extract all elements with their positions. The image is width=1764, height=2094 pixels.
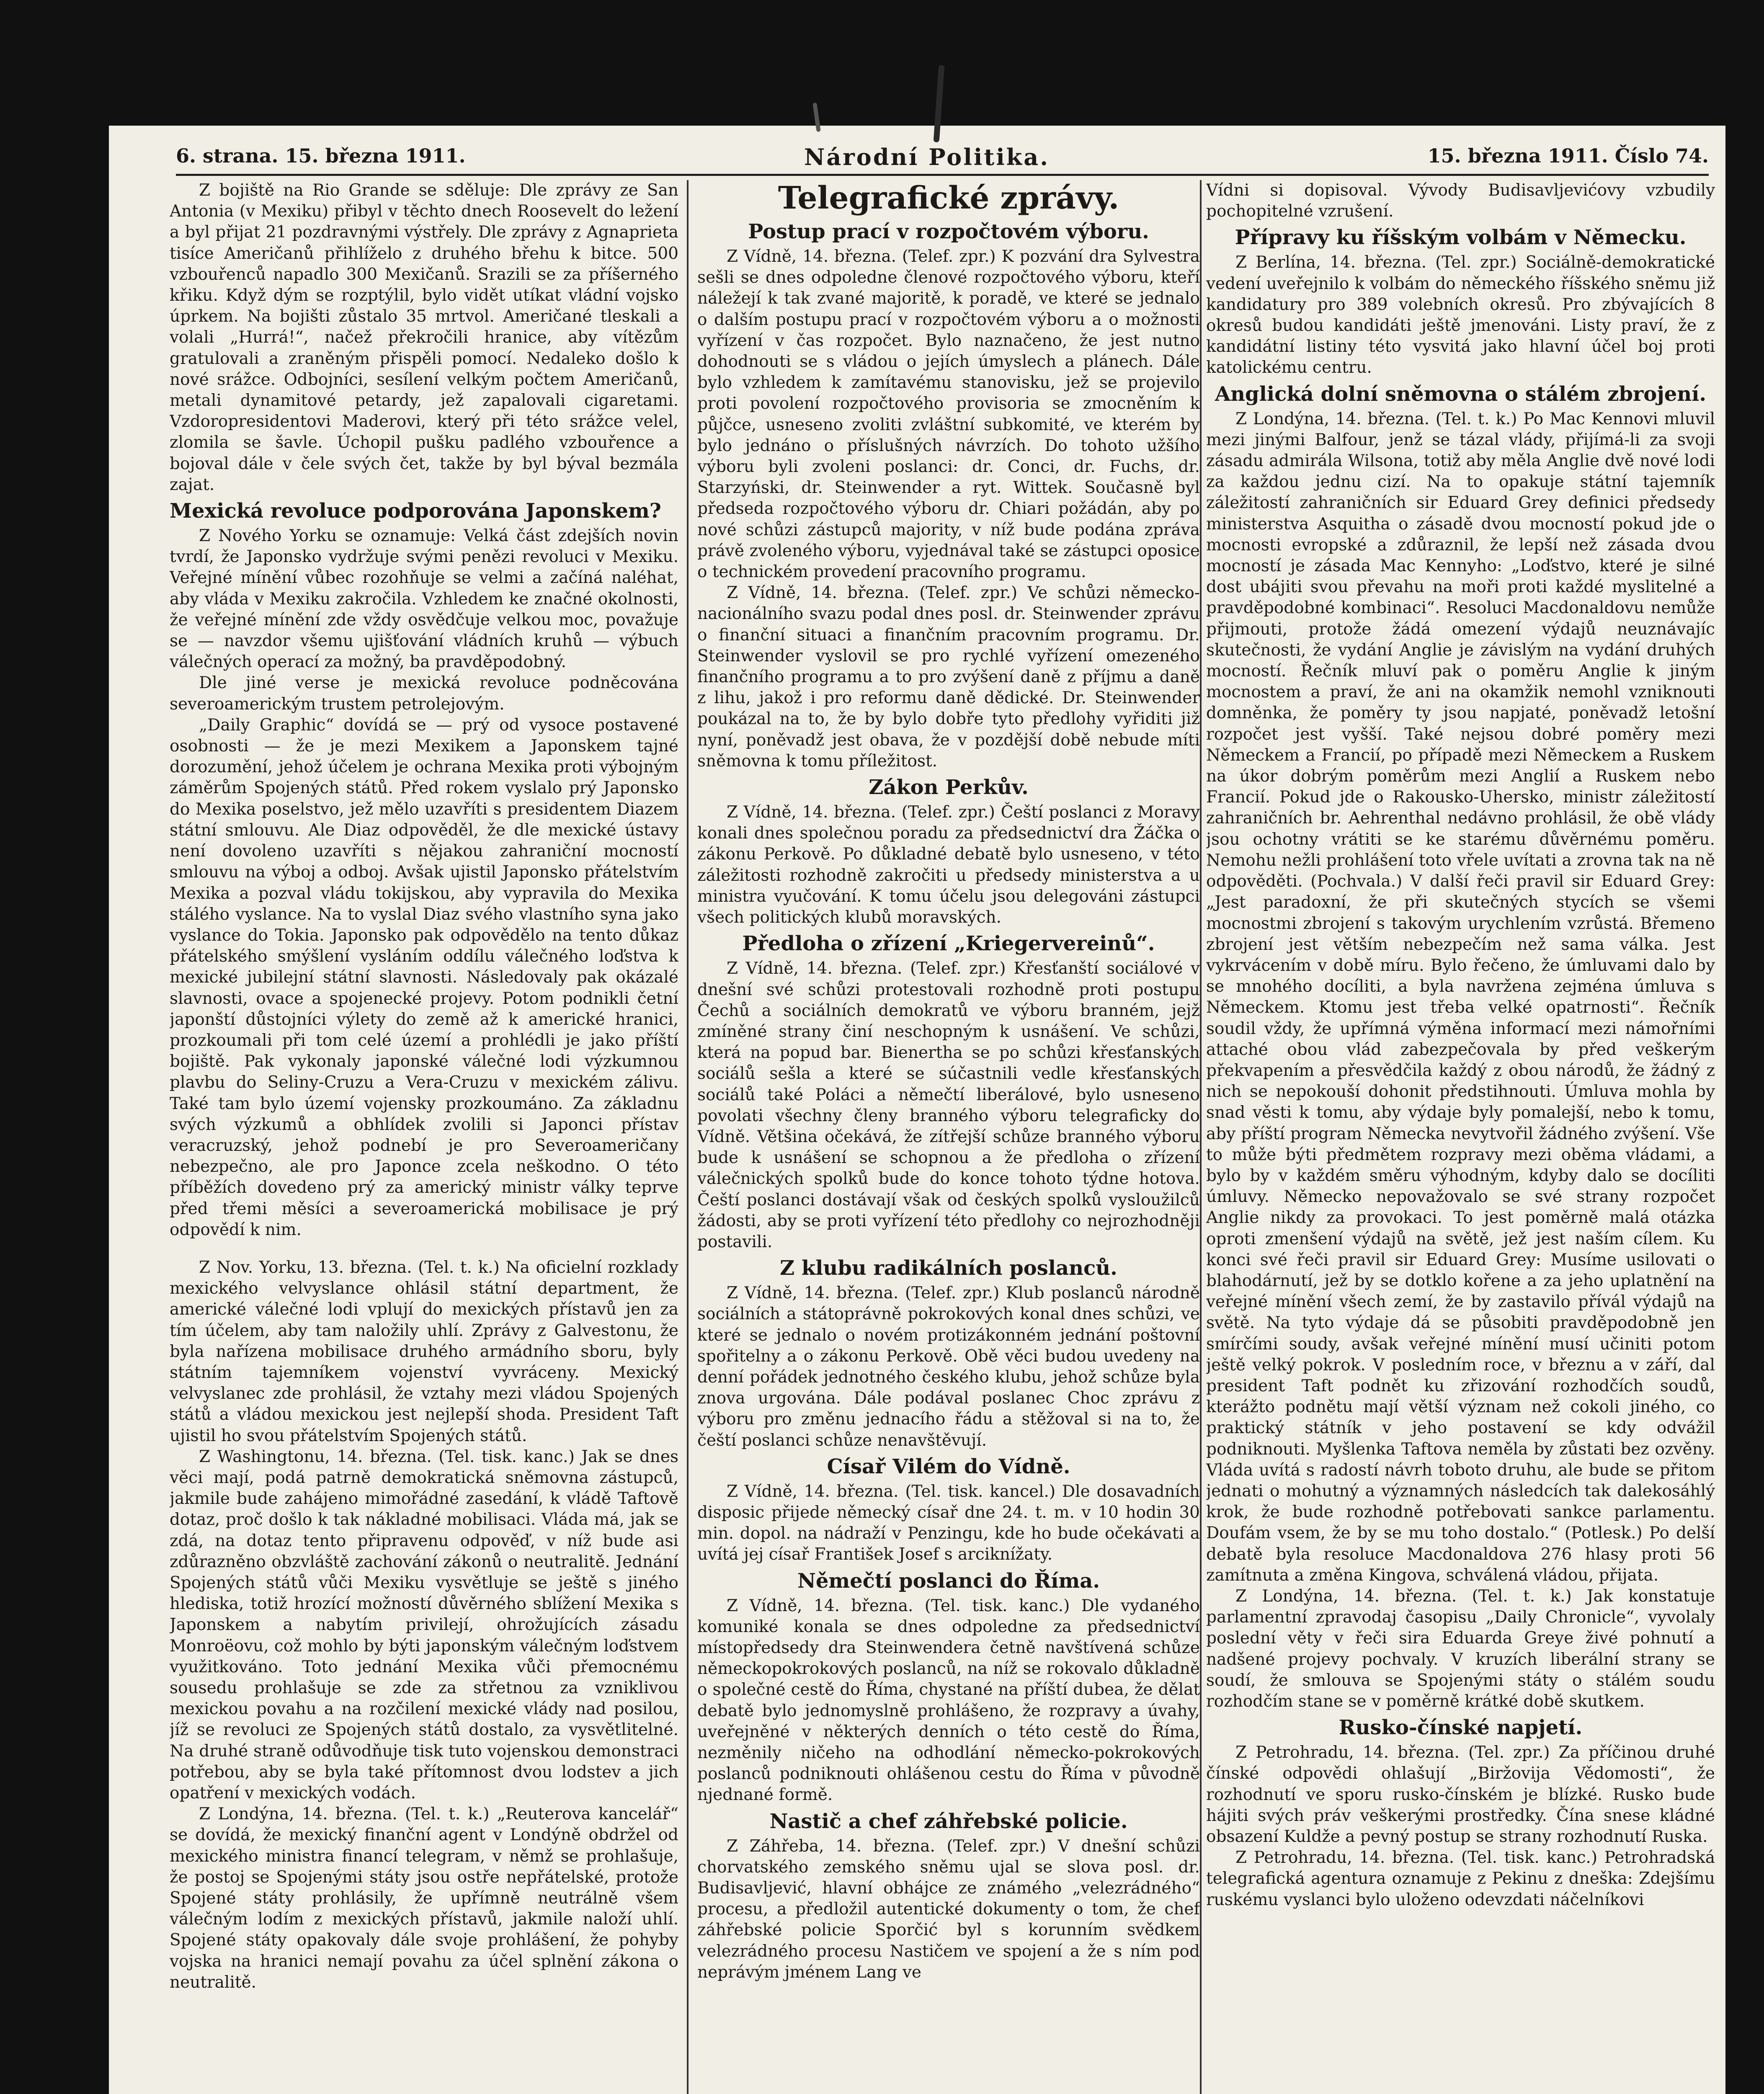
article-paragraph: Z Vídně, 14. března. (Telef. zpr.) Čeští poslanci z Moravy konali dnes společnou poradu za předsednictví dra Žáčka o zákonu Perkově. Po důkladné debatě bylo usneseno, v této záležitosti rozhodně zakročiti u předsedy ministerstva a u ministra vyučování. K tomu účelu jsou delegováni zástupci všech politických klubů moravských. [697, 803, 1200, 927]
masthead-title: Národní Politika. [804, 144, 1050, 170]
article-paragraph: Z Londýna, 14. března. (Tel. t. k.) Po Mac Kennovi mluvil mezi jinými Balfour, jenž se tázal vlády, přijímá-li za svoji zásadu admirála Wilsona, totiž aby měla Anglie dvě nové lodi za každou jednu cizí. Na to opakuje státní tajemník záležitostí zahraničních sir Eduard Grey definici předsedy ministerstva Asquitha o zásadě dvou mocností pokud jde o mocnosti evropské a zdůraznil, že lepší než zásada dvou mocností je zásada Mac Kennyho: „Loďstvo, které je silné dost ubájiti svou převahu na moři proti každé myslitelné a pravděpodobné kombinaci“. Resoluci Macdonaldovu nemůže přijmouti, protože žádá omezení výdajů neuznávajíc skutečnosti, že vydání Anglie je závislým na vydání druhých mocností. Řečník mluví pak o poměru Anglie k jiným mocnostem a praví, že ani na okamžik nemohl vzniknouti domněnka, že poměry ty jsou napjaté, poněvadž letošní rozpočet jest vyšší. Také nejsou dobré poměry mezi Německem a Francií, po případě mezi Německem a Ruskem na úkor dobrým poměrům mezi Anglií a Ruskem nebo Francií. Pokud jde o Rakousko-Uhersko, ministr záležitostí zahraničních br. Aehrenthal nedávno prohlásil, že obě vlády jsou ochotny vrátiti se ke starému důvěrnému poměru. Nemohu nežli prohlášení toto vřele uvítati a zrovna tak na ně odpověděti. (Pochvala.) V další řeči pravil sir Eduard Grey: „Jest paradoxní, že při skutečných stycích se všemi mocnostmi zbrojení s takovým urychlením vzrůstá. Břemeno zbrojení jest větším nebezpečím než sama válka. Jest vykrvácením v době míru. Bylo řečeno, že úmluvami dalo by se mnohého docíliti, a byla navržena zejména úmluva s Německem. Ktomu jest třeba velké opatrnosti“. Řečník soudil vždy, že upřímná výměna informací mezi námořními attaché obou vlád zabezpečovala by před veškerým překvapením a přesvědčila každý z obou národů, že žádný z nich se nepokouší dohonit předstihnouti. Úmluva mohla by snad věsti k tomu, aby výdaje byly pomalejší, nebo k tomu, aby příští program Německa nevytvořil žádného zvýšení. Vše to může býti předmětem rozpravy mezi oběma vládami, a bylo by v každém směru výhodným, kdyby dalo se docíliti úmluvy. Německo nepovažovalo se své strany rozpočet Anglie nikdy za provokaci. To jest poměrně malá otázka oproti zmenšení výdajů na světě, jež jest naším cílem. Ku konci své řeči pravil sir Eduard Grey: Musíme usilovati o blahodárnutí, jež by se dotklo kořene a za jeho uplatnění na veřejné mínění všech zemí, že by zastavilo přívál výdajů na světě. Na tyto výdaje dá se působiti pravděpodobně jen smírčími soudy, avšak veřejné mínění musí učiniti potom ještě velký pokrok. V posledním roce, v březnu a v září, dal president Taft podnět ku zřizování rozhodčích soudů, kterážto podnětu mají větší význam než cokoli jiného, co praktický státník v jeho postavení se kdy odvážil podniknouti. Myšlenka Taftova neměla by zůstati bez ozvěny. Vláda uvítá s radostí návrh toboto druhu, ale bude se přitom jednati o mohutný a významných následcích tak dalekosáhlý krok, že bude rozhodně potřebovati sankce parlamentu. Doufám vsem, že by se mu toho dostalo.“ (Potlesk.) Po delší debatě byla resoluce Macdonaldova 276 hlasy proti 56 zamítnuta a změna Kingova, schválená vládou, přijata. [1206, 409, 1715, 1585]
article-headline: Z klubu radikálních poslanců. [780, 1256, 1117, 1280]
article-paragraph: Z Vídně, 14. března. (Tel. tisk. kanc.) Dle vydaného komuniké konala se dnes odpoledne za předsednictví místopředsedy dra Steinwendera četně navštívená schůze německopokrokových poslanců, na níž se rokovalo důkladně o společné cestě do Říma, chystané na příští dubea, že dělat debatě bylo jednomyslně prohlášeno, že rozpravy a úvahy, uveřejněné v některých denních o této cestě do Říma, nezměnily ničeho na odhodlání německo-pokrokových poslanců podniknouti ohlášenou cestu do Říma v původně njednané formě. [697, 1596, 1200, 1805]
column-2 [697, 180, 1200, 2094]
article-paragraph: „Daily Graphic“ dovídá se — prý od vysoce postavené osobnosti — že je mezi Mexikem a Japonskem tajné dorozumění, jehož účelem je ochrana Mexika proti výbojným záměrům Spojených států. Před rokem vyslalo prý Japonsko do Mexika poselstvo, jež mělo uzavříti s presidentem Diazem státní smlouvu. Ale Diaz odpověděl, že dle mexické ústavy není dovoleno uzavříti s nějakou zahraniční mocností smlouvu na výboj a odboj. Avšak ujistil Japonsko přátelstvím Mexika a pozval vládu tokijskou, aby vypravila do Mexika stálého vyslance. Na to vyslal Diaz svého vlastního syna jako vyslance do Tokia. Japonsko pak odpovědělo na tento důkaz přátelského smýšlení vysláním oddílu válečného loďstva k mexické jubilejní státní slavnosti. Následovaly pak okázalé slavnosti, ovace a spojenecké projevy. Potom podnikli četní japonští důstojníci výlety do země až k americké hranici, prozkoumali při tom celé území a prohlédli je jako příští bojiště. Pak vykonaly japonské válečné lodi výzkumnou plavbu do Seliny-Cruzu a Vera-Cruzu v mexickém zálivu. Také tam bylo území vojensky prozkoumáno. Za základnu svých výzkumů a obhlídek zvolili si Japonci přístav veracruzský, jehož podnebí je pro Severoameričany nebezpečno, ale pro Japonce zcela neškodno. O této příběžích dovedeno prý za americký ministr války teprve před třemi měsíci a severoamerická mobilisace je prý odpovědí k nim. [170, 715, 678, 1239]
article-paragraph: Z Berlína, 14. března. (Tel. zpr.) Sociálně-demokratické vedení uveřejnilo k volbám do německého říšského sněmu již kandidatury pro 389 volebních okresů. Pro zbývajících 8 okresů budou kandidáti ještě jmenováni. Listy praví, že z kandidátní listiny této vysvitá jako hlavní účel boj proti katolickému centru. [1206, 253, 1715, 377]
article-paragraph: Z Vídně, 14. března. (Tel. tisk. kancel.) Dle dosavadních disposic přijede německý císař dne 24. t. m. v 10 hodin 30 min. dopol. na nádraží v Penzingu, kde ho bude očekávati a uvítá jej císař František Josef s arciknížaty. [697, 1482, 1200, 1564]
article-paragraph: Z Vídně, 14. března. (Telef. zpr.) Ve schůzi německo-nacionálního svazu podal dnes posl. dr. Steinwender zprávu o finanční situaci a finančním pracovním programu. Dr. Steinwender vyslovil se pro rychlé vyřízení omezeného finančního programu a to pro zvýšení daně z příjmu a daně z lihu, jakož i pro reformu daně dědické. Dr. Steinwender poukázal na to, že by bylo dobře tyto předlohy vyřiditi již nyní, poněvadž jest obava, že v pozdější době nebude míti sněmovna k tomu příležitost. [697, 583, 1200, 771]
article-paragraph: Z Londýna, 14. března. (Tel. t. k.) „Reuterova kancelář“ se dovídá, že mexický finanční agent v Londýně obdržel od mexického ministra financí telegram, v němž se prohlašuje, že postoj se Spojenými státy jsou ostře nepřátelské, protože Spojené státy prohlásily, že upřímně neutrálně všem válečným lodím z mexických přístavů, jakmile naloží uhlí. Spojené státy opakovaly dále svoje prohlášení, že pohyby vojska na hranici nemají povahu za účel splnění zákona o neutralitě. [170, 1805, 678, 1992]
article-paragraph: Vídni si dopisoval. Vývody Budisavljevićovy vzbudily pochopitelné vzrušení. [1206, 181, 1715, 221]
column-3 [1206, 180, 1715, 2094]
article-headline: Rusko-čínské napjetí. [1338, 1716, 1583, 1740]
column-1 [170, 180, 678, 2094]
section-title: Telegrafické zprávy. [778, 180, 1119, 216]
column-rule [1200, 180, 1202, 2094]
issue-number: 15. března 1911. Číslo 74. [1427, 144, 1709, 167]
article-paragraph: Dle jiné verse je mexická revoluce podněcována severoamerickým trustem petrolejovým. [170, 673, 678, 714]
page-header [176, 144, 1709, 176]
article-paragraph: Z Washingtonu, 14. března. (Tel. tisk. kanc.) Jak se dnes věci mají, podá patrně demokratická sněmovna zástupců, jakmile bude zahájeno mimořádné zasedání, k vládě Taftově dotaz, proč došlo k tak nákladné mobilisaci. Vláda má, jak se zdá, na dotaz tento připravenu odpověď, v níž bude asi zdůrazněno obzvláště zachování zákonů o neutralitě. Jednání Spojených států vůči Mexiku vysvětluje se ještě s jiného hlediska, totiž hrozící možností důvěrného sblížení Mexika s Japonskem a nabytím privilejí, ohrožujících zásadu Monroëovu, což mohlo by býti japonským válečným loďstvem využitkováno. Toto jednání Mexika vůči přemocnému sousedu prohlašuje se zde za střetnou za vzniklivou mexickou povahu a na rozčilení mexické vlády nad posilou, jíž se revoluci ze Spojených států dostalo, za vysvětlitelné. Na druhé straně odůvodňuje tisk tuto vojenskou demonstraci potřebou, aby se byla také přítomnost dvou lodstev a jich opatření v mexických vodách. [170, 1447, 678, 1803]
article-headline: Přípravy ku říšským volbám v Německu. [1235, 226, 1687, 250]
article-paragraph: Z Londýna, 14. března. (Tel. t. k.) Jak konstatuje parlamentní zpravodaj časopisu „Daily Chronicle“, vyvolaly poslední věty v řeči sira Eduarda Greye živé pohnutí a nadšené projevy pochvaly. V kruzích liberální strany se soudí, že smlouva se Spojenými státy o stálém soudu rozhodčím stane se v poměrně krátké době skutkem. [1206, 1587, 1715, 1711]
article-headline: Postup prací v rozpočtovém výboru. [748, 220, 1149, 243]
article-paragraph: Z Petrohradu, 14. března. (Tel. zpr.) Za příčinou druhé čínské odpovědi ohlašují „Biržovija Vědomosti“, že rozhodnutí ve sporu rusko-čínském je blízké. Rusko bude hájiti svých práv veškerými prostředky. Čína snese kládné obsazení Kuldže a pevný postup se strany rozhodnutí Ruska. [1206, 1743, 1715, 1846]
article-paragraph: Z Vídně, 14. března. (Telef. zpr.) Klub poslanců národně sociálních a státoprávně pokrokových konal dnes schůzi, ve které se jednalo o novém protizákonném jednání poštovní spořitelny a o zákonu Perkově. Obě věci budou uvedeny na denní pořádek jednotného českého klubu, jehož schůze byla znova urgována. Dále podával poslanec Choc zprávu z výboru pro změnu jednacího řádu a stěžoval si na to, že čeští poslanci schůze nenavštěvují. [697, 1284, 1200, 1450]
article-headline: Předloha o zřízení „Kriegervereinů“. [742, 932, 1155, 956]
article-headline: Němečtí poslanci do Říma. [797, 1569, 1100, 1593]
article-paragraph: Z Nového Yorku se oznamuje: Velká část zdejších novin tvrdí, že Japonsko vydržuje svými penězi revoluci v Mexiku. Veřejné mínění vůbec rozohňuje se velmi a začíná naléhat, aby vláda v Mexiku zakročila. Vzhledem ke značné okolnosti, že veřejné mínění zde vždy osvědčuje velkou moc, považuje se — navzdor všemu ujišťování vládních kruhů — výbuch válečných operací za možný, ba pravděpodobný. [170, 526, 678, 672]
article-headline: Zákon Perkův. [869, 776, 1029, 799]
page-number-date: 6. strana. 15. března 1911. [176, 144, 466, 167]
article-headline: Mexická revoluce podporována Japonskem? [170, 499, 661, 523]
column-rule [687, 180, 689, 2094]
article-headline: Nastič a chef záhřebské policie. [769, 1809, 1128, 1833]
article-headline: Císař Vilém do Vídně. [827, 1454, 1070, 1478]
article-paragraph: Z Záhřeba, 14. března. (Telef. zpr.) V dnešní schůzi chorvatského zemského sněmu ujal se slova posl. dr. Budisavljević, hlavní obhájce ze známého „velezrádného“ procesu, a předložil autentické dokumenty o tom, že chef záhřebské policie Sporčić byl s korunním svědkem velezrádného procesu Nastičem ve spojení a že s ním pod neprávým jménem Lang ve [697, 1836, 1200, 1982]
article-paragraph: Z Vídně, 14. března. (Telef. zpr.) Křesťanští sociálové v dnešní své schůzi protestovali rozhodně proti postupu Čechů a sociálních demokratů ve výboru branném, jejž zmíněné strany činí neschopným k usnášení. Ve schůzi, která na popud bar. Bienertha se po schůzi křesťanských sociálů sešla a které se súčastnili vedle křesťanských sociálů také Poláci a němečtí liberálové, bylo usneseno povolati všechny členy branného výboru telegraficky do Vídně. Většina očekává, že zítřejší schůze branného výboru bude k usnášení se schopnou a že předloha o zřízení válečnických spolků bude do konce tohoto týdne hotova. Čeští poslanci dostávají však od českých spolků vysloužilců žádosti, aby se proti vyřízení této předlohy co nejrozhodněji postavili. [697, 959, 1200, 1251]
article-paragraph: Z Vídně, 14. března. (Telef. zpr.) K pozvání dra Sylvestra sešli se dnes odpoledne členové rozpočtového výboru, kteří náležejí k tak zvané majoritě, k poradě, ve které se jednalo o dalším postupu prací v rozpočtovém výboru a o možnosti vyřízení v čas rozpočet. Bylo naznačeno, že jest nutno dohodnouti se s vládou o jejích úmyslech a plánech. Dále bylo vzhledem k zamítavému stanovisku, jež se projevilo proti povolení rozpočtového provisoria se zmocněním k půjčce, usneseno zvoliti zvláštní subkomité, ve kterém by bylo jednáno o příslušných návrzích. Do tohoto užšího výboru byli zvoleni poslanci: dr. Conci, dr. Fuchs, dr. Starzyński, dr. Steinwender a ryt. Wittek. Současně byl předseda rozpočtového výboru dr. Chiari požádán, aby po nové schůzi zástupců majority, v níž bude podána zpráva právě zvoleného výboru, vyjednával také se zástupci oposice o technickém provedení pracovního programu. [697, 247, 1200, 582]
article-paragraph: Z Nov. Yorku, 13. března. (Tel. t. k.) Na oficielní rozklady mexického velvyslance ohlásil státní department, že americké válečné lodi vplují do mexických přístavů jen za tím účelem, aby tam naložily uhlí. Zprávy z Galvestonu, že byla nařízena mobilisace druhého armádního sboru, byly státním tajemníkem vojenství vyvráceny. Mexický velvyslanec zde prohlásil, že vztahy mezi vládou Spojených států a vládou mexickou jest nejlepší shoda. President Taft ujistil ho svou přátelstvím Spojených států. [170, 1258, 678, 1445]
article-headline: Anglická dolní sněmovna o stálém zbrojení. [1215, 382, 1707, 406]
article-paragraph: Z Petrohradu, 14. března. (Tel. tisk. kanc.) Petrohradská telegrafická agentura oznamuje z Pekinu z dneška: Zdejšímu ruskému vyslanci bylo uloženo odevzdati náčelníkovi [1206, 1848, 1715, 1909]
article-paragraph: Z bojiště na Rio Grande se sděluje: Dle zprávy ze San Antonia (v Mexiku) přibyl v těchto dnech Roosevelt do ležení a byl přijat 21 pozdravnými výstřely. Dle zprávy z Agnaprieta tisíce Američanů přihlíželo z druhého břehu k bitce. 500 vzbouřenců napadlo 300 Mexičanů. Srazili se za příšerného křiku. Když dým se rozptýlil, bylo vidět utíkat vládní vojsko úprkem. Na bojišti zůstalo 35 mrtvol. Američané tleskali a volali „Hurrá!“, načež překročili hranice, aby vítězům gratulovali a zraněným přispěli pomocí. Nedaleko došlo k nové srážce. Odbojníci, sesílení velkým počtem Američanů, metali dynamitové petardy, jež zapalovali cigaretami. Vzdoropresidentovi Maderovi, který při této srážce velel, zlomila se šavle. Úchopil pušku padlého vzbouřence a bojoval dále v čele svých čet, takže by byl býval bezmála zajat. [170, 181, 678, 494]
